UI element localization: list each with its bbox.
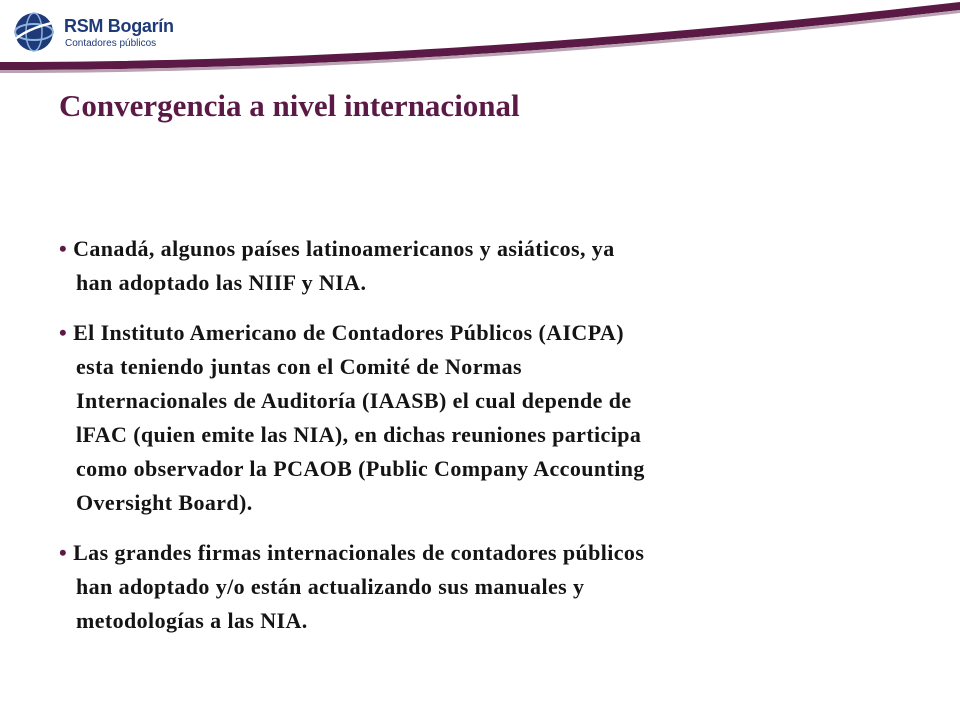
- bullet-text: han adoptado y/o están actualizando sus manuales y: [76, 574, 585, 599]
- bullet-line: [59, 486, 839, 520]
- bullet-marker: •: [59, 236, 68, 261]
- bullet-item: [59, 232, 839, 300]
- bullet-text: Oversight Board).: [76, 490, 253, 515]
- company-logo: [12, 10, 172, 54]
- bullet-line: [59, 452, 839, 486]
- bullet-text: metodologías a las NIA.: [76, 608, 308, 633]
- bullet-text: El Instituto Americano de Contadores Públicos (AICPA): [73, 320, 624, 345]
- bullet-line: [59, 350, 839, 384]
- bullet-line: [59, 232, 839, 266]
- bullet-text: Internacionales de Auditoría (IAASB) el cual depende de: [76, 388, 632, 413]
- bullet-text: Las grandes firmas internacionales de contadores públicos: [73, 540, 645, 565]
- bullet-line: [59, 418, 839, 452]
- bullet-line: [59, 536, 839, 570]
- bullet-text: han adoptado las NIIF y NIA.: [76, 270, 367, 295]
- bullet-text: lFAC (quien emite las NIA), en dichas reuniones participa: [76, 422, 642, 447]
- bullet-item: [59, 536, 839, 638]
- logo-name: RSM Bogarín: [64, 16, 174, 36]
- bullet-line: [59, 266, 839, 300]
- globe-logo-icon: [12, 10, 60, 54]
- bullet-text: Canadá, algunos países latinoamericanos y asiáticos, ya: [73, 236, 615, 261]
- bullet-marker: •: [59, 320, 68, 345]
- bullet-marker: •: [59, 540, 68, 565]
- bullet-item: [59, 316, 839, 520]
- logo-subtitle: Contadores públicos: [65, 38, 157, 49]
- slide-title: Convergencia a nivel internacional: [59, 88, 520, 123]
- bullet-text: esta teniendo juntas con el Comité de Normas: [76, 354, 522, 379]
- bullet-line: [59, 604, 839, 638]
- bullet-text: como observador la PCAOB (Public Company Accounting: [76, 456, 645, 481]
- bullet-line: [59, 570, 839, 604]
- bullet-line: [59, 384, 839, 418]
- bullet-list: [59, 232, 839, 638]
- bullet-line: [59, 316, 839, 350]
